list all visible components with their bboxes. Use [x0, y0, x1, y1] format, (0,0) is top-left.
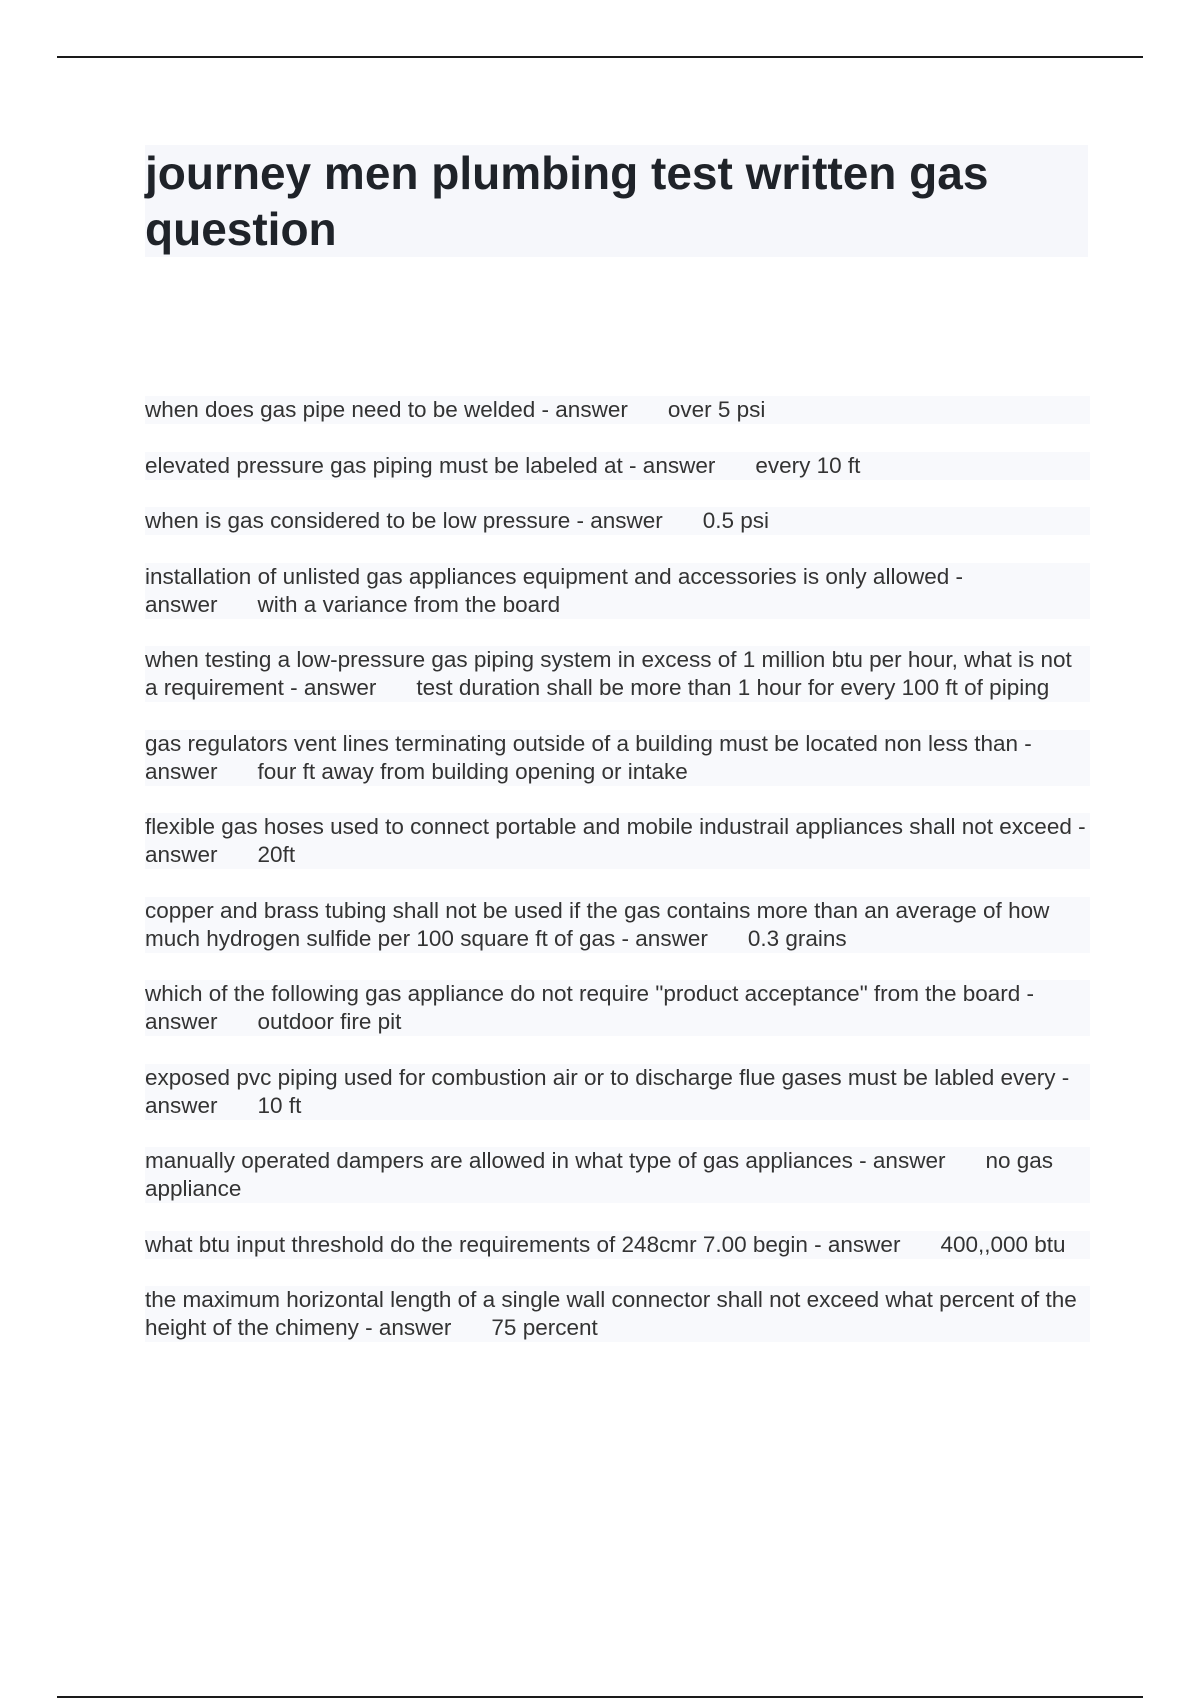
question-text: installation of unlisted gas appliances equipment and accessories is only allowed - answer [145, 563, 963, 617]
question-text: flexible gas hoses used to connect portable and mobile industrail appliances shall not exceed - answer [145, 814, 1086, 867]
list-item [145, 507, 1090, 535]
question-text: what btu input threshold do the requirements of 248cmr 7.00 begin - answer [145, 1231, 901, 1257]
answer-text: outdoor fire pit [257, 1009, 402, 1034]
answer-text: four ft away from building opening or intake [257, 758, 688, 784]
page-title: journey men plumbing test written gas question [145, 147, 989, 255]
list-item [145, 813, 1090, 869]
question-text: when is gas considered to be low pressure - answer [145, 508, 663, 533]
question-text: the maximum horizontal length of a single wall connector shall not exceed what percent of the height of the chimeny - answer [145, 1287, 1077, 1340]
bottom-rule [57, 1696, 1143, 1698]
answer-text: test duration shall be more than 1 hour for every 100 ft of piping [416, 675, 1050, 700]
answer-text: every 10 ft [755, 452, 861, 478]
answer-text: 0.3 grains [747, 925, 847, 951]
question-text: when testing a low-pressure gas piping system in excess of 1 million btu per hour, what is not a requirement - answer [145, 647, 1072, 700]
list-item [145, 1064, 1090, 1120]
list-item [145, 1147, 1090, 1203]
answer-text: 400,,000 btu [940, 1231, 1066, 1257]
question-text: gas regulators vent lines terminating outside of a building must be located non less than - answer [145, 730, 1032, 784]
answer-text: 10 ft [257, 1092, 302, 1118]
question-text: which of the following gas appliance do not require "product acceptance" from the board - answer [145, 981, 1035, 1034]
answer-text: no gas appliance [145, 1148, 1054, 1201]
list-item [145, 396, 1090, 424]
question-text: copper and brass tubing shall not be used if the gas contains more than an average of how much hydrogen sulfide per 100 square ft of gas - answer [145, 897, 1050, 951]
list-item [145, 730, 1090, 786]
answer-text: 20ft [257, 842, 296, 867]
top-rule [57, 56, 1143, 58]
list-item [145, 646, 1090, 702]
question-list [145, 396, 1090, 1370]
question-text: elevated pressure gas piping must be labeled at - answer [145, 452, 716, 478]
list-item [145, 563, 1090, 619]
list-item [145, 1231, 1090, 1259]
list-item [145, 1286, 1090, 1342]
answer-text: 75 percent [491, 1315, 598, 1340]
question-text: when does gas pipe need to be welded - answer [145, 397, 628, 422]
list-item [145, 452, 1090, 480]
question-text: manually operated dampers are allowed in what type of gas appliances - answer [145, 1148, 946, 1173]
answer-text: with a variance from the board [257, 591, 561, 617]
question-text: exposed pvc piping used for combustion air or to discharge flue gases must be labled every - answer [145, 1064, 1070, 1118]
answer-text: over 5 psi [667, 397, 766, 422]
list-item [145, 897, 1090, 953]
answer-text: 0.5 psi [702, 508, 770, 533]
list-item [145, 980, 1090, 1036]
